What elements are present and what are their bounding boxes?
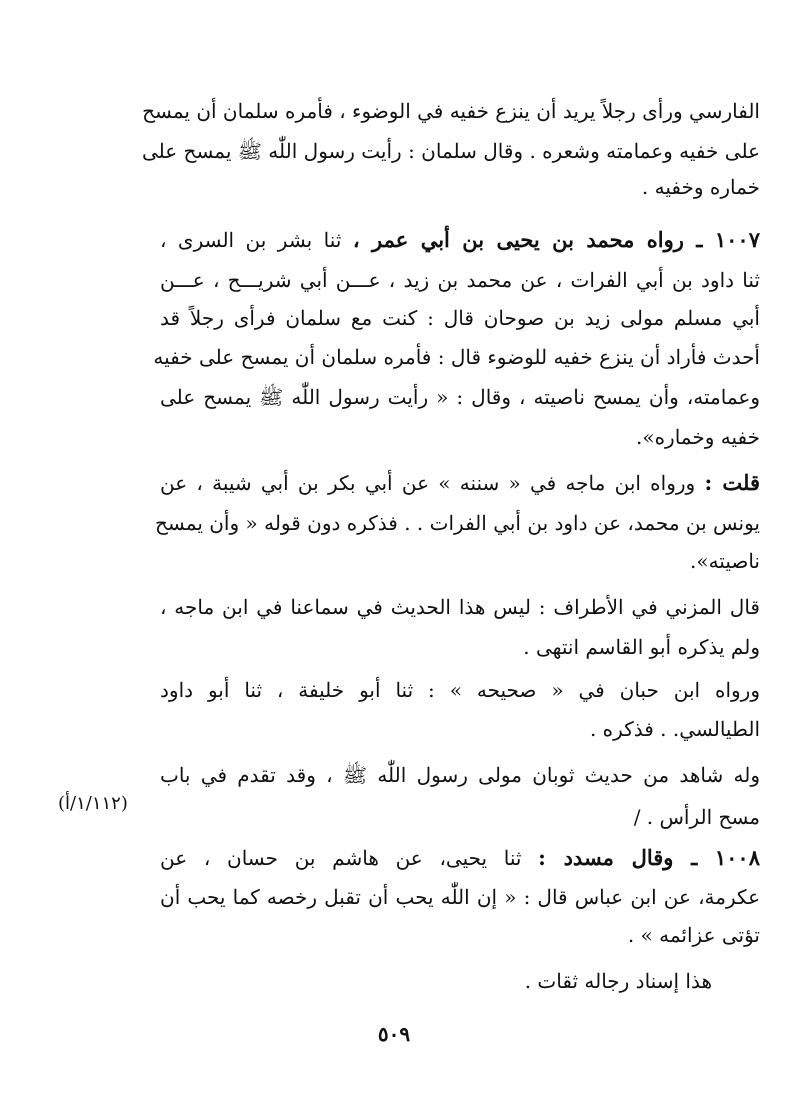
text-line: عكرمة، عن ابن عباس قال : « إن اللّٰه يحب أن تقبل رخصه كما يحب أن (160, 885, 760, 909)
text-line: على خفيه وعمامته وشعره . وقال سلمان : رأيت رسول اللّٰه ﷺ يمسح على (141, 139, 760, 163)
hadith-number-1007: ١٠٠٧ ـ رواه محمد بن يحيى بن أبي عمر ، (352, 227, 760, 252)
text-line: الطيالسي. . فذكره . (589, 717, 760, 741)
text-line: تؤتى عزائمه » . (627, 923, 760, 947)
text-line: قال المزني في الأطراف : ليس هذا الحديث في سماعنا في ابن ماجه ، (160, 595, 760, 619)
text-line: ثنا داود بن أبي الفرات ، عن محمد بن زيد ، عـــن أبي شريـــح ، عـــن (160, 268, 760, 292)
hadith-1008-heading-line: ١٠٠٨ ـ وقال مسدد : ثنا يحيى، عن هاشم بن حسان ، عن (160, 845, 760, 870)
text-line: ناصيته». (689, 549, 760, 573)
text-line: ولم يذكره أبو القاسم انتهى . (523, 635, 760, 659)
text-line: ورواه ابن حبان في « صحيحه » : ثنا أبو خليفة ، ثنا أبو داود (160, 678, 760, 702)
text-line: يونس بن محمد، عن داود بن أبي الفرات . . فذكره دون قوله « وأن يمسح (155, 511, 760, 535)
hadith-number-1008: ١٠٠٨ ـ وقال مسدد : (538, 845, 760, 870)
text-line: خفيه وخماره». (635, 425, 760, 449)
text-line: وله شاهد من حديث ثوبان مولى رسول اللّٰه ﷺ ، وقد تقدم في باب (160, 763, 760, 787)
qult-line: قلت : ورواه ابن ماجه في « سننه » عن أبي بكر بن أبي شيبة ، عن (160, 470, 760, 495)
hadith-1007-heading-line: ١٠٠٧ ـ رواه محمد بن يحيى بن أبي عمر ، ثنا بشر بن السرى ، (160, 227, 760, 252)
text-line: أبي مسلم مولى زيد بن صوحان قال : كنت مع سلمان فرأى رجلاً قد (160, 306, 760, 330)
text-line: أحدث فأراد أن ينزع خفيه للوضوء قال : فأمره سلمان أن يمسح على خفيه (153, 345, 760, 369)
text-line: مسح الرأس . / (633, 805, 760, 829)
qult-label: قلت : (704, 470, 760, 495)
page-number: ٥٠٩ (377, 1022, 411, 1046)
text-line: الفارسي ورأى رجلاً يريد أن ينزع خفيه في الوضوء ، فأمره سلمان أن يمسح (142, 99, 760, 123)
manuscript-folio-reference: (١/١١٢/أ) (58, 793, 128, 814)
text-line: وعمامته، وأن يمسح ناصيته ، وقال : « رأيت رسول اللّٰه ﷺ يمسح على (160, 385, 760, 409)
text-line: هذا إسناد رجاله ثقات . (524, 969, 712, 993)
text-line: خماره وخفيه . (641, 175, 760, 199)
